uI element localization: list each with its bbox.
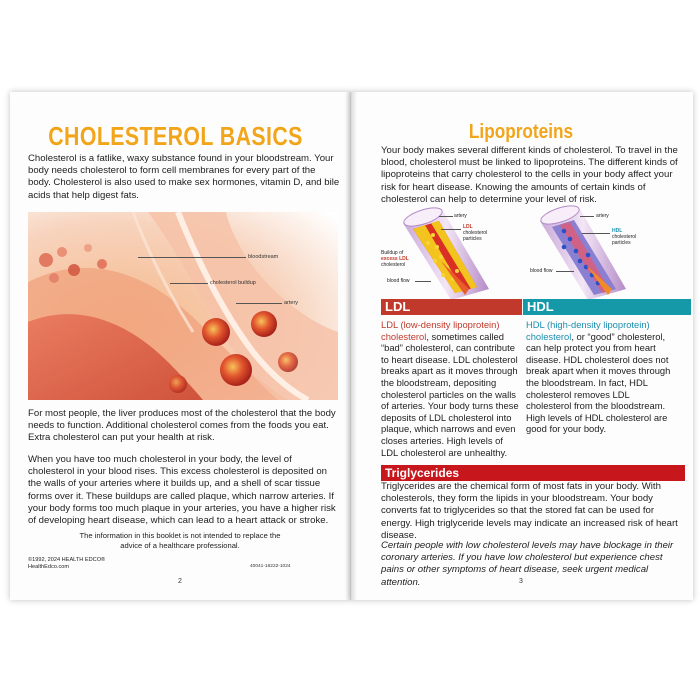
ldl-particles-label-1: LDL [463, 224, 473, 230]
copyright-block [28, 557, 105, 571]
hdl-description [526, 319, 676, 435]
page-number-right: 3 [519, 578, 523, 585]
intro-paragraph: Cholesterol is a fatlike, waxy substance found in your bloodstream. Your body needs cholesterol to form cell membranes for every part of the body. Cholesterol is also used to make sex hormones, vitamin D, and bile acids that help digest fats. [28, 153, 340, 201]
ldl-particles-label-2: cholesterol [463, 230, 488, 236]
hdl-vessel-diagram [530, 205, 680, 300]
bloodstream-leader-line [138, 257, 246, 258]
warning-note: Certain people with low cholesterol levels may have blockage in their coronary arteries. If you have low cholesterol but experience chest pains or other symptoms of heart disease, seek urgent medical attention. [381, 540, 674, 588]
hdl-heading-band: HDL [523, 299, 691, 315]
ldl-heading-band: LDL [381, 299, 522, 315]
ldl-buildup-label-2: excess LDL [381, 256, 409, 262]
disclaimer-line-2: advice of a healthcare professional. [120, 541, 240, 550]
hdl-artery-leader [580, 216, 594, 217]
artery-illustration [28, 212, 338, 400]
page-number-left: 2 [178, 578, 182, 585]
hdl-flow-label: blood flow [530, 268, 553, 274]
too-much-paragraph: When you have too much cholesterol in your body, the level of cholesterol in your blood rises. This excess cholesterol is deposited on the walls of your arteries where it builds up, and a shell of scar tissue forms over it. These buildups are called plaque, which narrow arteries. If your body forms too much plaque in your arteries, you have a higher risk of developing heart disease, which can lead to a heart attack or stroke. [28, 454, 336, 527]
disclaimer [60, 531, 300, 551]
cholesterol-buildup-label: cholesterol buildup [210, 280, 256, 286]
artery-leader-line [236, 303, 282, 304]
ldl-particles-label-3: particles [463, 236, 482, 242]
artery-label: artery [284, 300, 299, 306]
ldl-name: LDL (low-density lipoprotein) cholesterol [381, 319, 500, 342]
artery-illustration-graphic [28, 212, 338, 400]
page-title: CHOLESTEROL BASICS [48, 121, 303, 151]
product-code: 40041-16222-1024 [250, 564, 291, 569]
bloodstream-label: bloodstream [248, 254, 279, 260]
hdl-vessel-graphic [530, 205, 680, 300]
hdl-name: HDL (high-density lipoprotein) cholesterol [526, 319, 650, 342]
triglycerides-paragraph: Triglycerides are the chemical form of most fats in your body. With cholesterols, they form the lipids in your bloodstream. Your body converts fat to triglycerides so that the stored fat can be used for energy. High triglyceride levels may indicate an increased risk of heart disease. [381, 481, 678, 541]
triglycerides-heading-band: Triglycerides [381, 465, 685, 481]
hdl-body: , or “good” cholesterol, can help protect you from heart disease. HDL cholesterol does not break apart when it moves through the bloodstream. In fact, HDL cholesterol removes LDL cholesterol from the bloodstream. High levels of HDL cholesterol are good for your body. [526, 330, 671, 435]
ldl-body: , sometimes called “bad” cholesterol, can contribute to heart disease. LDL cholesterol breaks apart as it moves through the bloodstream, depositing cholesterol particles on the walls of arteries. Your body turns these deposits of LDL cholesterol into plaque, which narrows and even closes arteries. High levels of LDL cholesterol are unhealthy. [381, 330, 519, 458]
hdl-particles-label-2: cholesterol [612, 234, 637, 240]
ldl-vessel-diagram [381, 205, 521, 300]
ldl-flow-label: blood flow [387, 278, 410, 284]
ldl-buildup-label-1: Buildup of [381, 250, 404, 256]
lipoproteins-title: Lipoproteins [468, 121, 574, 143]
ldl-artery-label: artery [454, 213, 467, 219]
ldl-artery-leader [439, 216, 453, 217]
ldl-particles-leader [441, 229, 461, 230]
hdl-particles-label-1: HDL [612, 228, 623, 234]
buildup-leader-line [170, 283, 208, 284]
hdl-artery-label: artery [596, 213, 609, 219]
ldl-buildup-label-3: cholesterol [381, 262, 406, 268]
hdl-particles-leader [582, 233, 610, 234]
page-gutter [345, 92, 357, 600]
ldl-description [381, 319, 521, 458]
copyright-text: ©1992, 2024 HEALTH EDCO® [28, 557, 106, 563]
hdl-particles-label-3: particles [612, 240, 631, 246]
liver-paragraph: For most people, the liver produces most of the cholesterol that the body needs to function. Additional cholesterol comes from the foods you eat. Extra cholesterol can put your health at risk. [28, 408, 336, 444]
website-text: HealthEdco.com [28, 564, 70, 570]
lipoproteins-intro: Your body makes several different kinds of cholesterol. To travel in the blood, cholesterol must be linked to lipoproteins. The different kinds of lipoproteins that carry cholesterol to the cells in your body affect your risk for heart disease. Knowing the amounts of certain kinds of cholesterol can help to determine your level of risk. [381, 145, 678, 205]
ldl-flow-leader [415, 281, 431, 282]
hdl-flow-leader [556, 271, 574, 272]
disclaimer-line-1: The information in this booklet is not intended to replace the [79, 531, 281, 540]
